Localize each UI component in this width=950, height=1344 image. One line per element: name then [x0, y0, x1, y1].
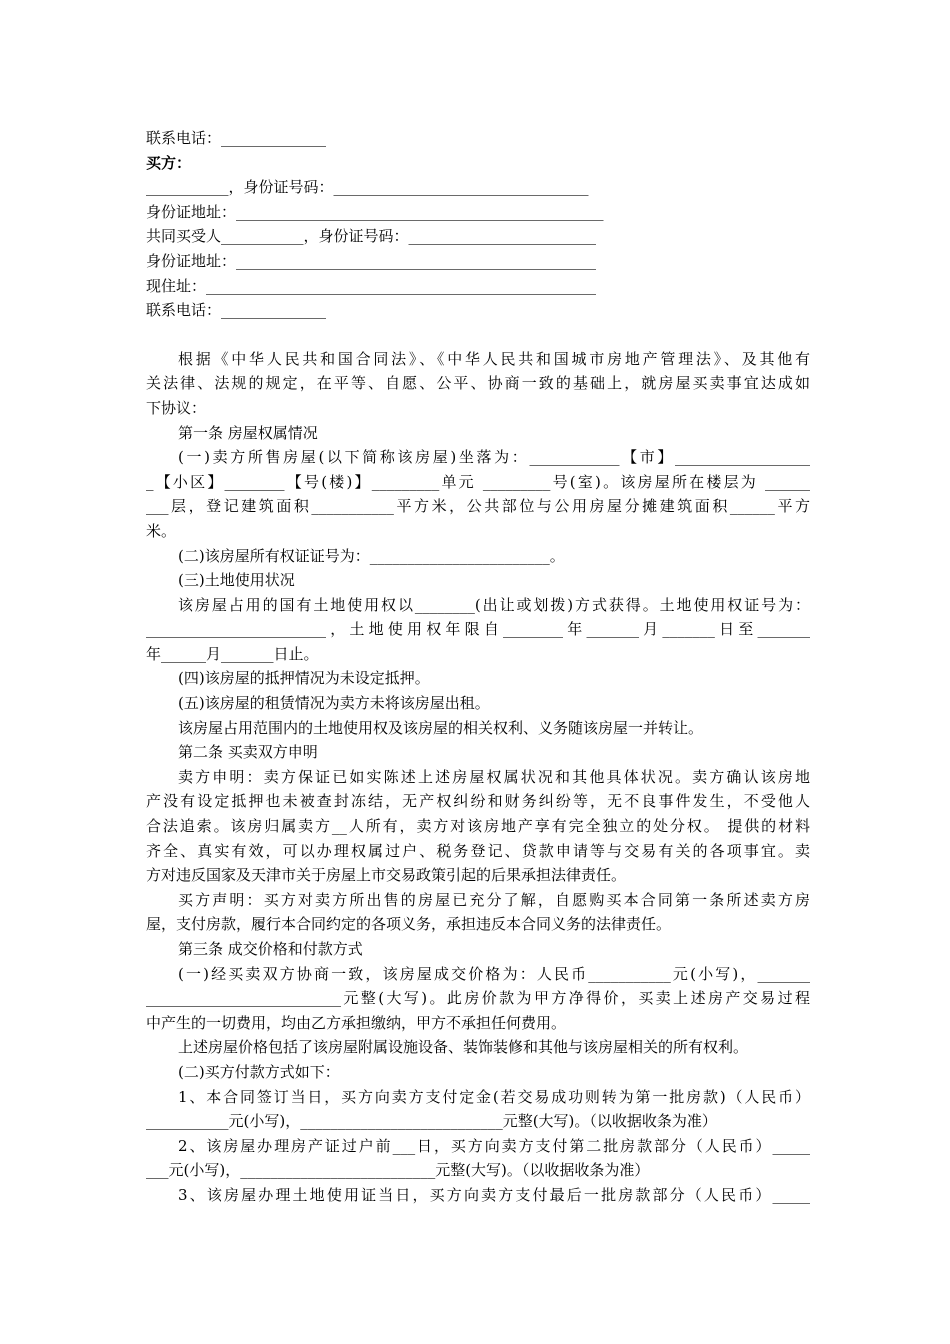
payment-3: 3、该房屋办理土地使用证当日，买方向卖方支付最后一批房款部分（人民币）_____	[178, 1185, 810, 1204]
article-1-transfer: 该房屋占用范围内的土地使用权及该房屋的相关权利、义务随该房屋一并转让。	[178, 718, 704, 737]
payment-1: ___________元(小写)，___________________________元整(大写)。（以收据收条为准）	[146, 1112, 717, 1131]
article-3-payment-title: (二)买方付款方式如下：	[178, 1062, 340, 1081]
article-3-price: 中产生的一切费用，均由乙方承担缴纳，甲方不承担任何费用。	[146, 1013, 567, 1032]
payment-2: ___元(小写)，__________________________元整(大写)。（以收据收条为准）	[146, 1161, 650, 1180]
seller-statement: 方对违反国家及天津市关于房屋上市交易政策引起的后果承担法律责任。	[146, 866, 627, 885]
co-buyer-id-address: 身份证地址：________________________________________________	[146, 251, 597, 270]
article-1-clause-1: ___层，登记建筑面积___________平方米，公共部位与公用房屋分摊建筑面积______平方	[146, 497, 810, 516]
spacer	[146, 323, 810, 347]
buyer-id: ___________，身份证号码：__________________________________	[146, 178, 589, 197]
buyer-statement: 买方声明：买方对卖方所出售的房屋已充分了解，自愿购买本合同第一条所述卖方房	[178, 890, 810, 909]
contract-body	[146, 347, 810, 1208]
seller-statement: 齐全、真实有效，可以办理权属过户、税务登记、贷款申请等与交易有关的各项事宜。卖	[146, 841, 810, 860]
article-1-clause-1: (一)卖方所售房屋(以下简称该房屋)坐落为：____________【市】__________________	[178, 448, 810, 467]
seller-statement: 合法追索。该房归属卖方__人所有，卖方对该房地产享有完全独立的处分权。 提供的材料	[146, 817, 810, 836]
article-1-clause-4: (四)该房屋的抵押情况为未设定抵押。	[178, 669, 430, 688]
party-info	[146, 126, 810, 323]
article-1-clause-3-body: 年______月_______日止。	[146, 644, 319, 663]
article-3-title: 第三条 成交价格和付款方式	[178, 940, 363, 958]
article-1-clause-1: _【小区】________【号(楼)】_________单元 _________号(室)。该房屋所在楼层为 ______	[146, 472, 810, 491]
intro-line: 根据《中华人民共和国合同法》、《中华人民共和国城市房地产管理法》、及其他有	[178, 349, 810, 368]
payment-2: 2、该房屋办理房产证过户前___日，买方向卖方支付第二批房款部分（人民币）_____	[178, 1136, 810, 1155]
seller-statement: 产没有设定抵押也未被查封冻结，无产权纠纷和财务纠纷等，无不良事件发生，不受他人	[146, 792, 810, 811]
article-2-title: 第二条 买卖双方申明	[178, 743, 318, 762]
seller-phone: 联系电话：______________	[146, 129, 327, 147]
intro-line: 关法律、法规的规定，在平等、自愿、公平、协商一致的基础上，就房屋买卖事宜达成如	[146, 374, 810, 393]
article-1-clause-3-body: 该房屋占用的国有土地使用权以________(出让或划拨)方式获得。土地使用权证号为：	[178, 595, 810, 614]
buyer-label: 买方：	[146, 153, 192, 172]
intro-line: 下协议：	[146, 398, 207, 417]
article-1-clause-5: (五)该房屋的租赁情况为卖方未将该房屋出租。	[178, 694, 490, 713]
buyer-statement: 屋，支付房款，履行本合同约定的各项义务，承担违反本合同义务的法律责任。	[146, 915, 672, 934]
article-1-title: 第一条 房屋权属情况	[178, 423, 318, 442]
article-3-price-scope: 上述房屋价格包括了该房屋附属设施设备、装饰装修和其他与该房屋相关的所有权利。	[178, 1038, 749, 1057]
buyer-id-address: 身份证地址：_________________________________________________	[146, 202, 604, 221]
co-buyer: 共同买受人___________，身份证号码：_________________________	[146, 227, 597, 246]
article-3-price: (一)经买卖双方协商一致，该房屋成交价格为：人民币___________元(小写)，_______	[178, 964, 810, 983]
article-1-clause-3: (三)土地使用状况	[178, 571, 295, 590]
article-3-price: __________________________元整(大写)。此房价款为甲方净得价，买卖上述房产交易过程	[146, 989, 810, 1008]
current-address: 现住址：____________________________________________________	[146, 276, 597, 295]
article-1-clause-2: (二)该房屋所有权证证号为：________________________。	[178, 546, 565, 565]
article-1-clause-1: 米。	[146, 521, 177, 540]
article-1-clause-3-body: ________________________，土地使用权年限自________年_______月_______日至_______	[146, 620, 810, 639]
seller-statement: 卖方申明：卖方保证已如实陈述上述房屋权属状况和其他具体状况。卖方确认该房地	[178, 767, 810, 786]
payment-1: 1、本合同签订当日，买方向卖方支付定金(若交易成功则转为第一批房款)（人民币）	[178, 1087, 810, 1106]
buyer-phone: 联系电话：______________	[146, 301, 327, 320]
